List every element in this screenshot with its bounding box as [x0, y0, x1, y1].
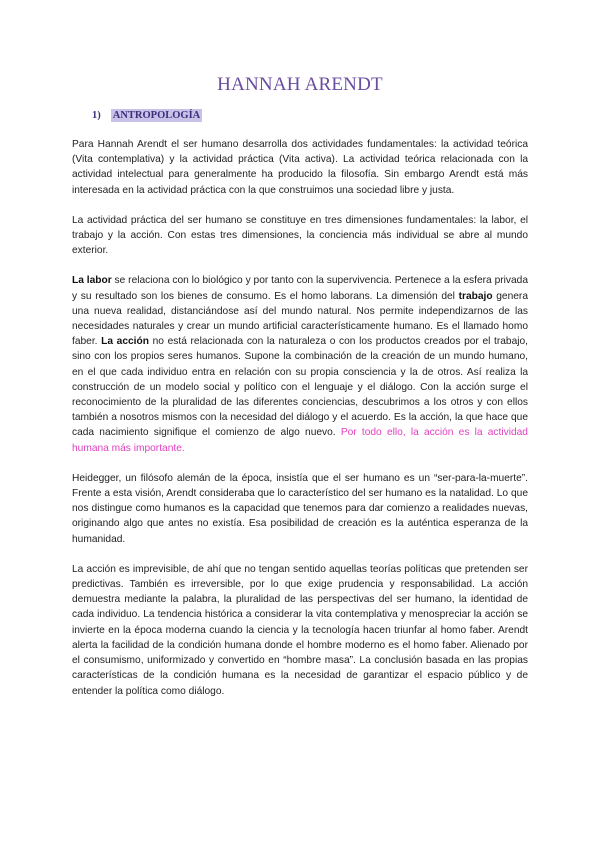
section-number: 1)	[92, 110, 101, 121]
highlighted-conclusion: Por todo ello, la acción es la actividad humana más importante.	[72, 427, 528, 454]
text-segment: genera una nueva realidad, distanciándose así del mundo natural. Nos permite independizarnos de las necesidades naturales y crear un mundo artificial característicamente humano. Es el llamado homo faber.	[72, 290, 528, 348]
bold-term-accion: La acción	[101, 336, 149, 348]
paragraph-natalidad: Heidegger, un filósofo alemán de la época, insistía que el ser humano es un “ser-para-la-muerte”. Frente a esta visión, Arendt consideraba que lo característico del ser humano es la natalidad. Lo que nos distingue como humanos es la capacidad que tenemos para dar comienzo a realidades nuevas, originando algo que antes no existía. Esa posibilidad de creación es la auténtica esperanza de la humanidad.	[72, 472, 528, 545]
paragraph-dimensions: La actividad práctica del ser humano se constituye en tres dimensiones fundamentales: la labor, el trabajo y la acción. Con estas tres dimensiones, la conciencia más individual se abre al mundo exterior.	[72, 214, 528, 257]
section-heading	[92, 110, 202, 121]
section-label: ANTROPOLOGÍA	[112, 110, 201, 121]
paragraph-intro: Para Hannah Arendt el ser humano desarrolla dos actividades fundamentales: la actividad teórica (Vita contemplativa) y la actividad práctica (Vita activa). La actividad teórica relacionada con la actividad intelectual para generalmente ha producido la filosofía. Sin embargo Arendt está más interesada en la actividad práctica con la que construimos una sociedad libre y justa.	[72, 139, 528, 196]
paragraph-accion-imprevisible: La acción es imprevisible, de ahí que no tengan sentido aquellas teorías políticas que pretenden ser predictivas. También es irreversible, por lo que exige prudencia y responsabilidad. La acción demuestra mediante la palabra, la pluralidad de las perspectivas del ser humano, la identidad de cada individuo. La tendencia histórica a considerar la vita contemplativa y menospreciar la acción se invierte en la época moderna cuando la ciencia y la tecnología hacen triunfar al homo faber. Arendt alerta la facilidad de la condición humana donde el hombre moderno es el homo faber. Alienado por el consumismo, uniformizado y convertido en “hombre masa”. La conclusión basada en las propias características de la condición humana es la necesidad de garantizar el espacio público y de entender la política como diálogo.	[72, 563, 528, 697]
document-title: HANNAH ARENDT	[217, 74, 383, 95]
bold-term-labor: La labor	[72, 275, 112, 287]
bold-term-trabajo: trabajo	[458, 290, 493, 302]
document-body	[72, 137, 528, 714]
text-segment: no está relacionada con la naturaleza o con los productos creados por el trabajo, sino con los propios seres humanos. Supone la combinación de la creación de un mundo humano, en el que cada individuo entra en relación con su propia consciencia y la de otros. Así realiza la construcción de un modelo social y político con el lenguaje y el diálogo. Con la acción surge el reconocimiento de la pluralidad de las diferentes conciencias, descubrimos a los otros y con ellos también a nosotros mismos con la necesidad del diálogo y el acuerdo. Es la acción, la que hace que cada nacimiento signifique el comienzo de algo nuevo.	[72, 336, 528, 439]
paragraph-labor-trabajo-accion	[72, 273, 528, 455]
text-segment: se relaciona con lo biológico y por tanto con la supervivencia. Pertenece a la esfera privada y su resultado son los bienes de consumo. Es el homo laborans. La dimensión del	[72, 275, 528, 302]
